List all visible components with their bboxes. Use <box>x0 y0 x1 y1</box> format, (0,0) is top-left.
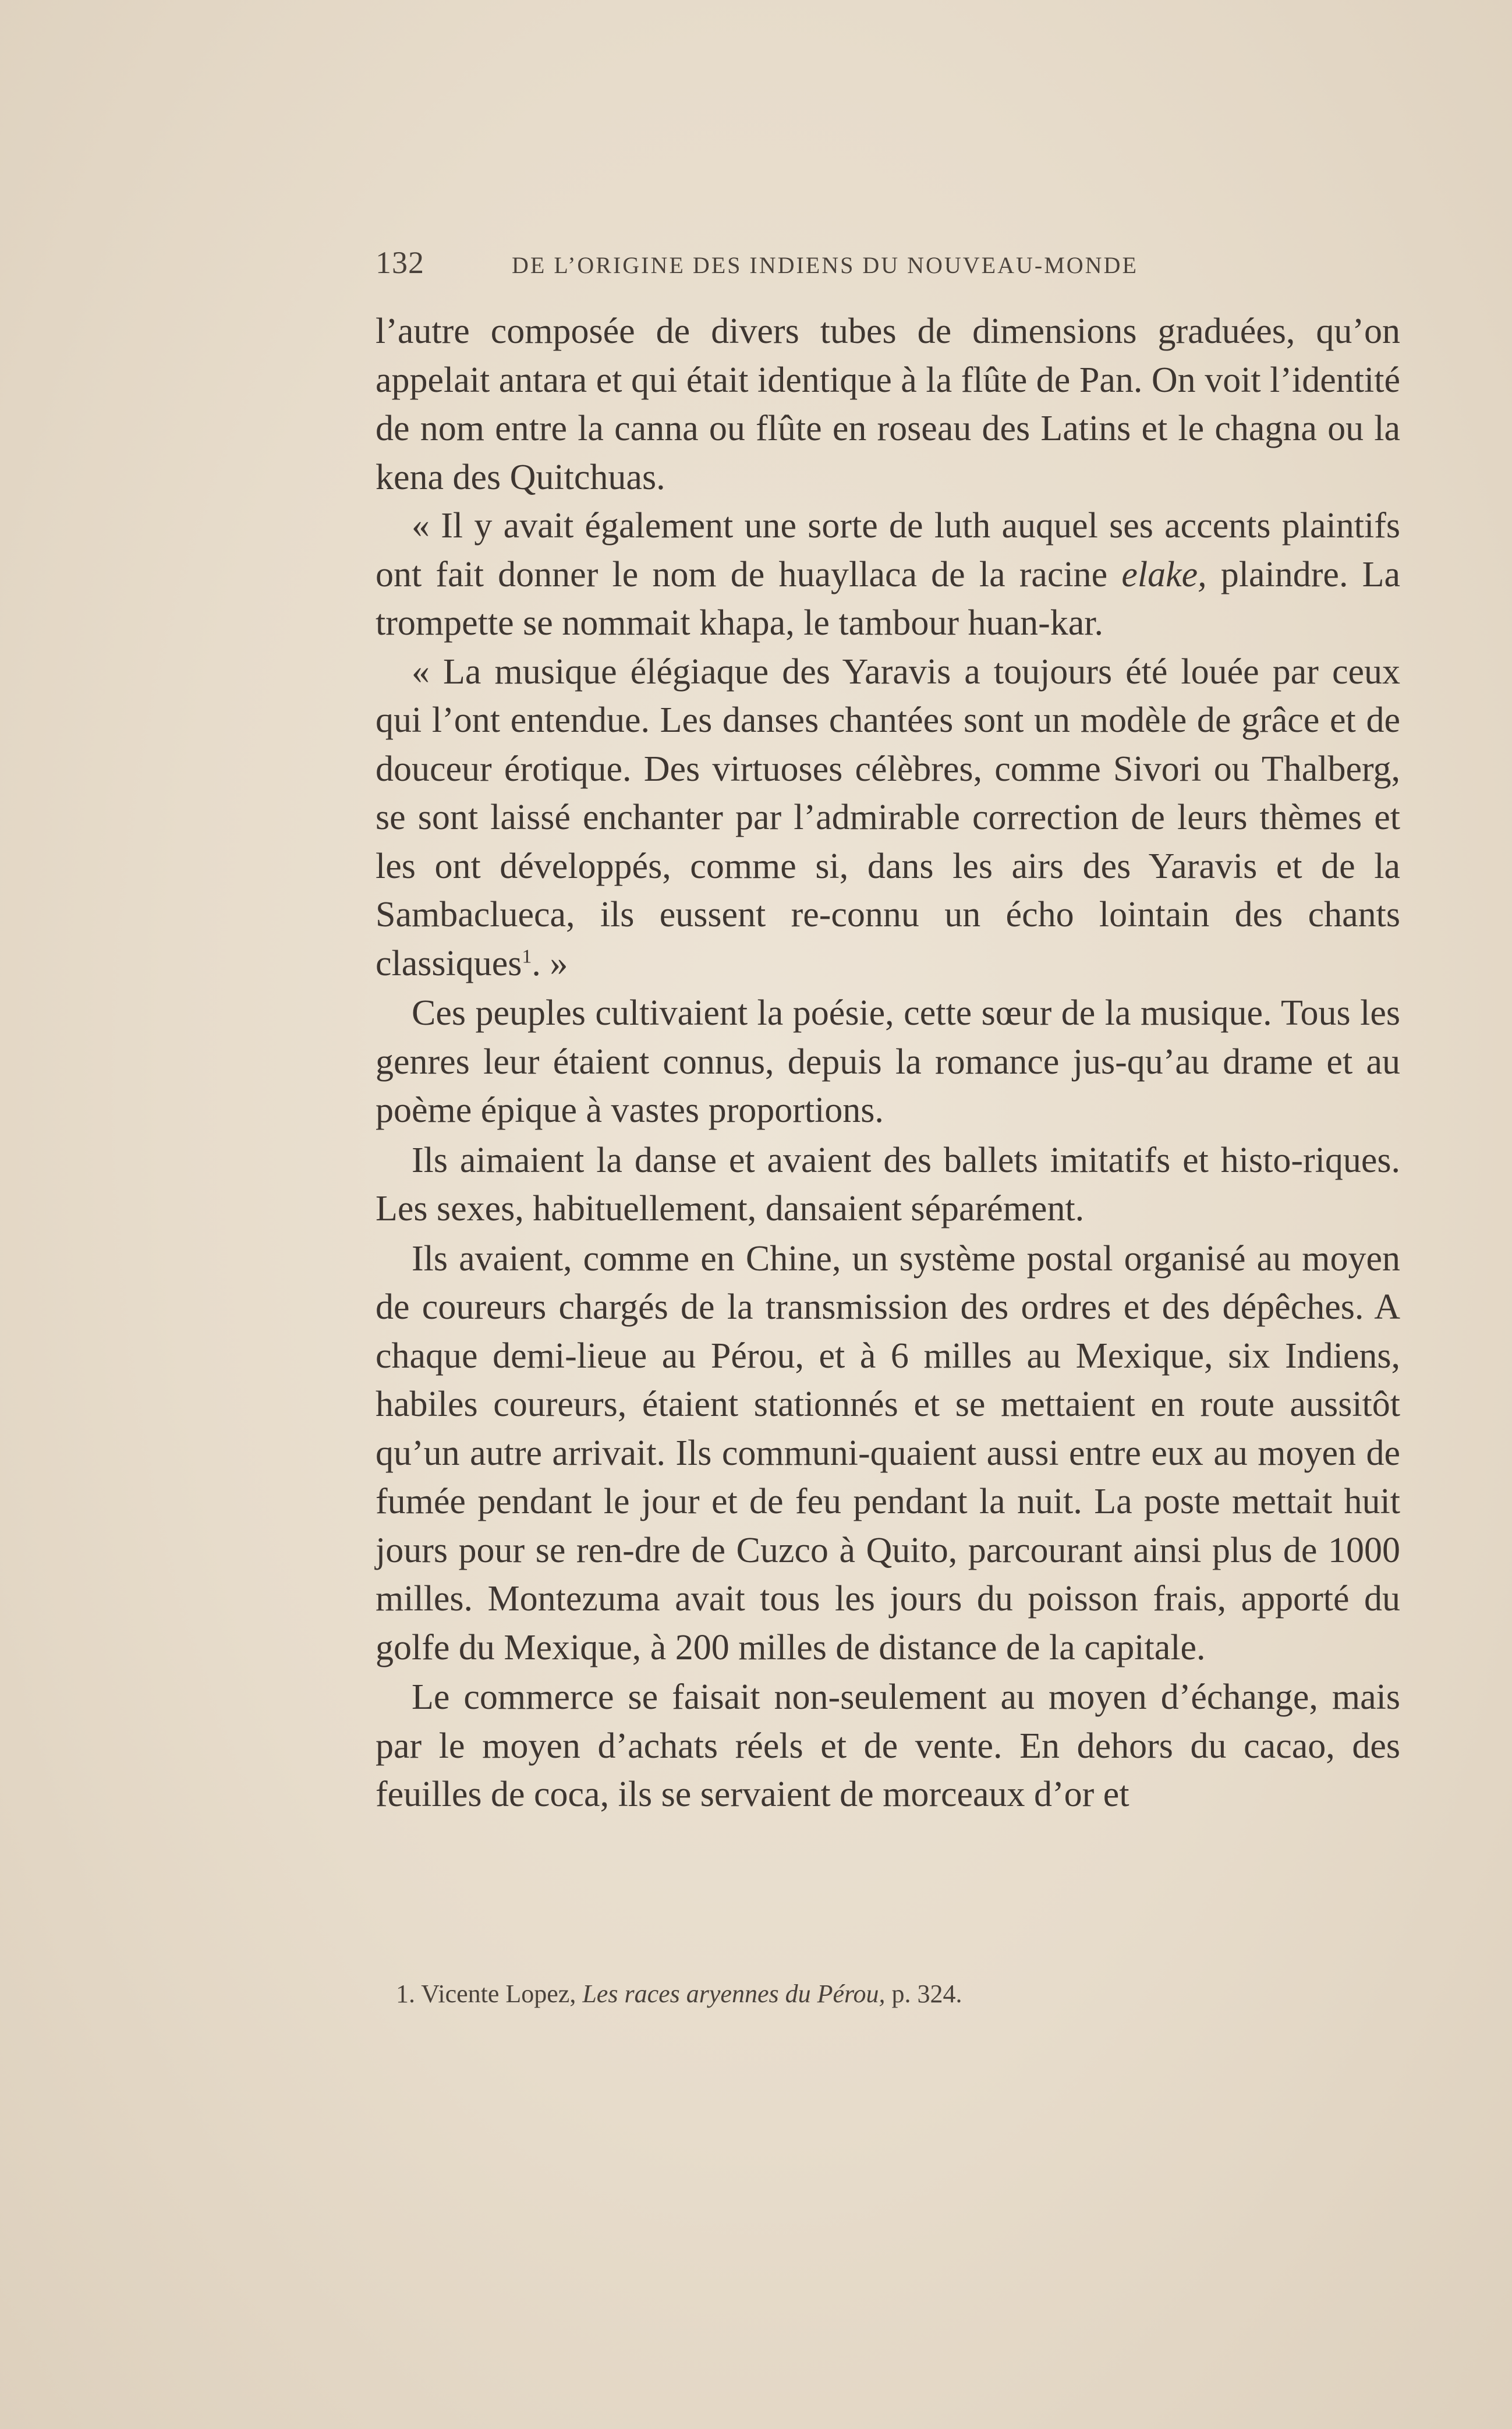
italic-term: elake, <box>1121 554 1207 594</box>
running-title: DE L’ORIGINE DES INDIENS DU NOUVEAU-MONDE <box>512 252 1138 278</box>
footnote-page: p. 324. <box>891 1980 962 2008</box>
running-head <box>376 245 1249 285</box>
paragraph: Ils avaient, comme en Chine, un système postal organisé au moyen de coureurs chargés de la transmission des ordres et des dépêches. A chaque demi-lieue au Pérou, et à 6 milles au Mexique, six Indiens, habiles coureurs, étaient stationnés et se mettaient en route aussitôt qu’un autre arrivait. Ils communi-quaient aussi entre eux au moyen de fumée pendant le jour et de feu pendant la nuit. La poste mettait huit jours pour se ren-dre de Cuzco à Quito, parcourant ainsi plus de 1000 milles. Montezuma avait tous les jours du poisson frais, apporté du golfe du Mexique, à 200 milles de distance de la capitale. <box>376 1238 1400 1667</box>
paragraph: Le commerce se faisait non-seulement au moyen d’échange, mais par le moyen d’achats réels et de vente. En dehors du cacao, des feuilles de coca, ils se servaient de morceaux d’or et <box>376 1677 1400 1814</box>
text-span: « Il y avait également une sorte de luth auquel ses accents plaintifs ont fait donner le nom de huayllaca de la racine <box>376 506 1400 594</box>
paragraph: l’autre composée de divers tubes de dimensions graduées, qu’on appelait antara et qui était identique à la flûte de Pan. On voit l’identité de nom entre la canna ou flûte en roseau des Latins et le chagna ou la kena des Quitchuas. <box>376 311 1400 497</box>
main-text <box>376 307 1400 1819</box>
footnote-number: 1. <box>396 1980 415 2008</box>
paragraph <box>376 502 1400 648</box>
page-number: 132 <box>376 245 424 280</box>
paragraph: Ces peuples cultivaient la poésie, cette sœur de la musique. Tous les genres leur étaient connus, depuis la romance jus-qu’au drame et au poème épique à vastes proportions. <box>376 993 1400 1130</box>
paragraph: Ils aimaient la danse et avaient des ballets imitatifs et histo-riques. Les sexes, habituellement, dansaient séparément. <box>376 1140 1400 1228</box>
text-span: . » <box>532 943 568 983</box>
footnote <box>396 1977 1386 2012</box>
paragraph <box>376 648 1400 989</box>
footnote-author: Vicente Lopez, <box>421 1980 576 2008</box>
text-span: « La musique élégiaque des Yaravis a toujours été louée par ceux qui l’ont entendue. Les danses chantées sont un modèle de grâce et de douceur érotique. Des virtuoses célèbres, comme Sivori ou Thalberg, se sont laissé enchanter par l’admirable correction de leurs thèmes et les ont développés, comme si, dans les airs des Yaravis et de la Sambaclueca, ils eussent re-connu un écho lointain des chants classiques <box>376 651 1400 983</box>
text-span: plaindre. La trompette se nommait khapa, le tambour huan-kar. <box>376 554 1400 643</box>
footnote-title: Les races aryennes du Pérou, <box>582 1980 886 2008</box>
footnote-ref[interactable]: 1 <box>522 945 532 967</box>
